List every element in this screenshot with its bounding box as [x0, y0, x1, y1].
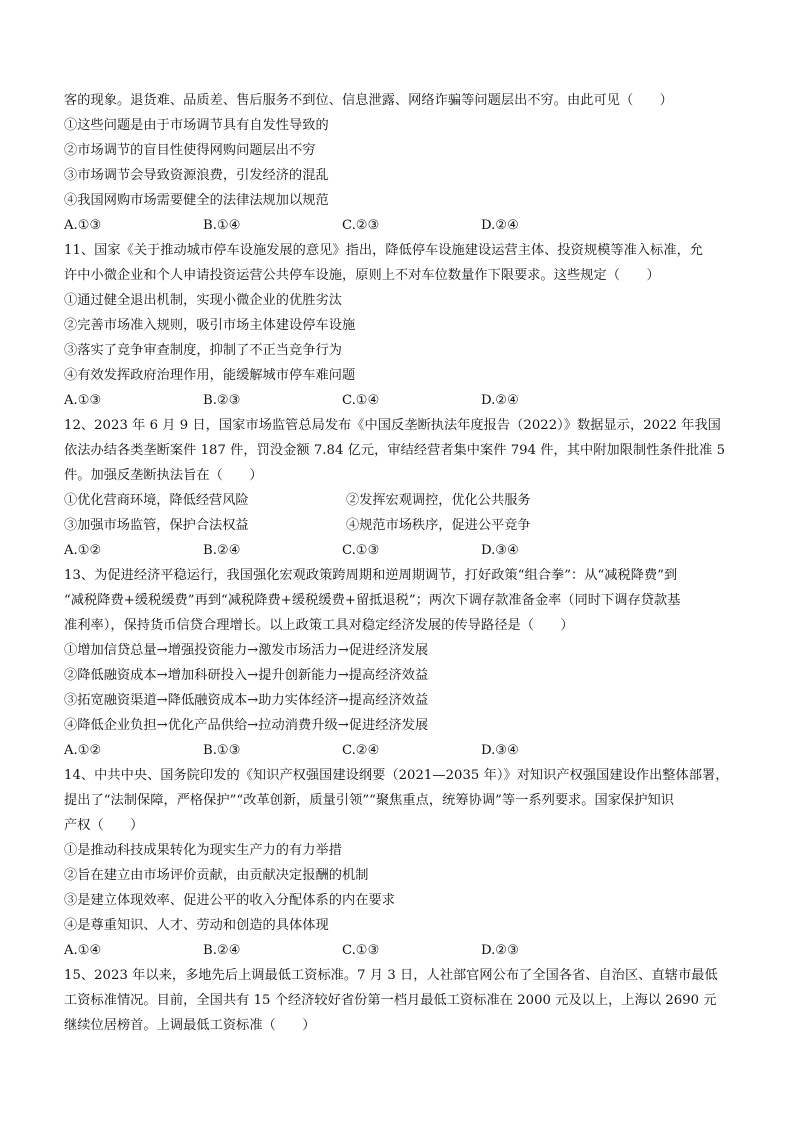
question-13 [64, 563, 734, 763]
choice-b: B.①④ [203, 218, 241, 233]
choice-d: D.③④ [481, 743, 519, 758]
answer-choices [64, 938, 734, 963]
option-1: ①增加信贷总量→增强投资能力→激发市场活力→促进经济发展 [64, 643, 429, 658]
choice-c: C.②③ [342, 218, 380, 233]
choice-b: B.①③ [203, 743, 241, 758]
question-stem: 准利率），保持货币信贷合理增长。以上政策工具对稳定经济发展的传导路径是（ ） [64, 618, 574, 633]
choice-d: D.②④ [481, 218, 519, 233]
question-stem: 客的现象。退货难、品质差、售后服务不到位、信息泄露、网络诈骗等问题层出不穷。由此可见（ ） [64, 93, 673, 108]
option-4: ④降低企业负担→优化产品供给→拉动消费升级→促进经济发展 [64, 718, 429, 733]
question-stem: 12、2023 年 6 月 9 日，国家市场监管总局发布《中国反垄断执法年度报告（2022）》数据显示，2022 年我国 [64, 418, 721, 433]
question-10 [64, 88, 734, 238]
choice-c: C.①③ [342, 543, 380, 558]
option-4: ④是尊重知识、人才、劳动和创造的具体体现 [64, 918, 329, 933]
question-stem: 产权（ ） [64, 818, 144, 833]
question-stem: 11、国家《关于推动城市停车设施发展的意见》指出，降低停车设施建设运营主体、投资规模等准入标准，允 [64, 243, 704, 258]
question-stem: 14、中共中央、国务院印发的《知识产权强国建设纲要（2021—2035 年）》对知识产权强国建设作出整体部署， [64, 768, 729, 783]
option-2: ②发挥宏观调控，优化公共服务 [346, 493, 531, 508]
option-2: ②旨在建立由市场评价贡献，由贡献决定报酬的机制 [64, 868, 369, 883]
choice-c: C.①④ [342, 393, 380, 408]
option-1: ①是推动科技成果转化为现实生产力的有力举措 [64, 843, 342, 858]
choice-a: A.①③ [64, 218, 102, 233]
question-stem: 许中小微企业和个人申请投资运营公共停车设施，原则上不对车位数量作下限要求。这些规定（ ） [64, 268, 660, 283]
choice-a: A.①④ [64, 943, 102, 958]
answer-choices [64, 213, 734, 238]
question-stem: 提出了“法制保障，严格保护”“改革创新，质量引领”“聚焦重点，统筹协调”等一系列要求。国家保护知识 [64, 793, 674, 808]
option-4: ④规范市场秩序，促进公平竞争 [346, 518, 531, 533]
option-row [64, 488, 734, 513]
answer-choices [64, 738, 734, 763]
option-4: ④有效发挥政府治理作用，能缓解城市停车难问题 [64, 368, 356, 383]
option-1: ①通过健全退出机制，实现小微企业的优胜劣汰 [64, 293, 342, 308]
question-stem: 件。加强反垄断执法旨在（ ） [64, 468, 263, 483]
option-3: ③市场调节会导致资源浪费，引发经济的混乱 [64, 168, 329, 183]
question-stem: 工资标准情况。目前，全国共有 15 个经济较好省份第一档月最低工资标准在 2000 元及以上，上海以 2690 元 [64, 993, 717, 1008]
choice-a: A.①② [64, 543, 102, 558]
choice-c: C.②④ [342, 743, 380, 758]
option-3: ③拓宽融资渠道→降低融资成本→助力实体经济→提高经济效益 [64, 693, 429, 708]
choice-d: D.②③ [481, 943, 519, 958]
option-2: ②降低融资成本→增加科研投入→提升创新能力→提高经济效益 [64, 668, 429, 683]
choice-d: D.②④ [481, 393, 519, 408]
answer-choices [64, 538, 734, 563]
answer-choices [64, 388, 734, 413]
question-11 [64, 238, 734, 413]
option-3: ③加强市场监管，保护合法权益 [64, 518, 249, 533]
option-4: ④我国网购市场需要健全的法律法规加以规范 [64, 193, 329, 208]
option-2: ②完善市场准入规则，吸引市场主体建设停车设施 [64, 318, 356, 333]
option-1: ①这些问题是由于市场调节具有自发性导致的 [64, 118, 329, 133]
choice-c: C.①③ [342, 943, 380, 958]
choice-b: B.②③ [203, 393, 241, 408]
option-1: ①优化营商环境，降低经营风险 [64, 493, 249, 508]
question-stem: 15、2023 年以来，多地先后上调最低工资标准。7 月 3 日，人社部官网公布了全国各省、自治区、直辖市最低 [64, 968, 718, 983]
choice-b: B.②④ [203, 543, 241, 558]
choice-a: A.①③ [64, 393, 102, 408]
question-14 [64, 763, 734, 963]
question-stem: 继续位居榜首。上调最低工资标准（ ） [64, 1018, 316, 1033]
question-stem: “减税降费+缓税缓费”再到“减税降费+缓税缓费+留抵退税”；两次下调存款准备金率（同时下调存贷款基 [64, 593, 681, 608]
choice-d: D.③④ [481, 543, 519, 558]
choice-a: A.①② [64, 743, 102, 758]
option-3: ③落实了竞争审查制度，抑制了不正当竞争行为 [64, 343, 342, 358]
option-3: ③是建立体现效率、促进公平的收入分配体系的内在要求 [64, 893, 395, 908]
question-stem: 13、为促进经济平稳运行，我国强化宏观政策跨周期和逆周期调节，打好政策“组合拳”：从“减税降费”到 [64, 568, 678, 583]
choice-b: B.②④ [203, 943, 241, 958]
option-row [64, 513, 734, 538]
question-12 [64, 413, 734, 563]
question-15 [64, 963, 734, 1038]
option-2: ②市场调节的盲目性使得网购问题层出不穷 [64, 143, 316, 158]
question-stem: 依法办结各类垄断案件 187 件，罚没金额 7.84 亿元，审结经营者集中案件 794 件，其中附加限制性条件批准 5 [64, 443, 726, 458]
